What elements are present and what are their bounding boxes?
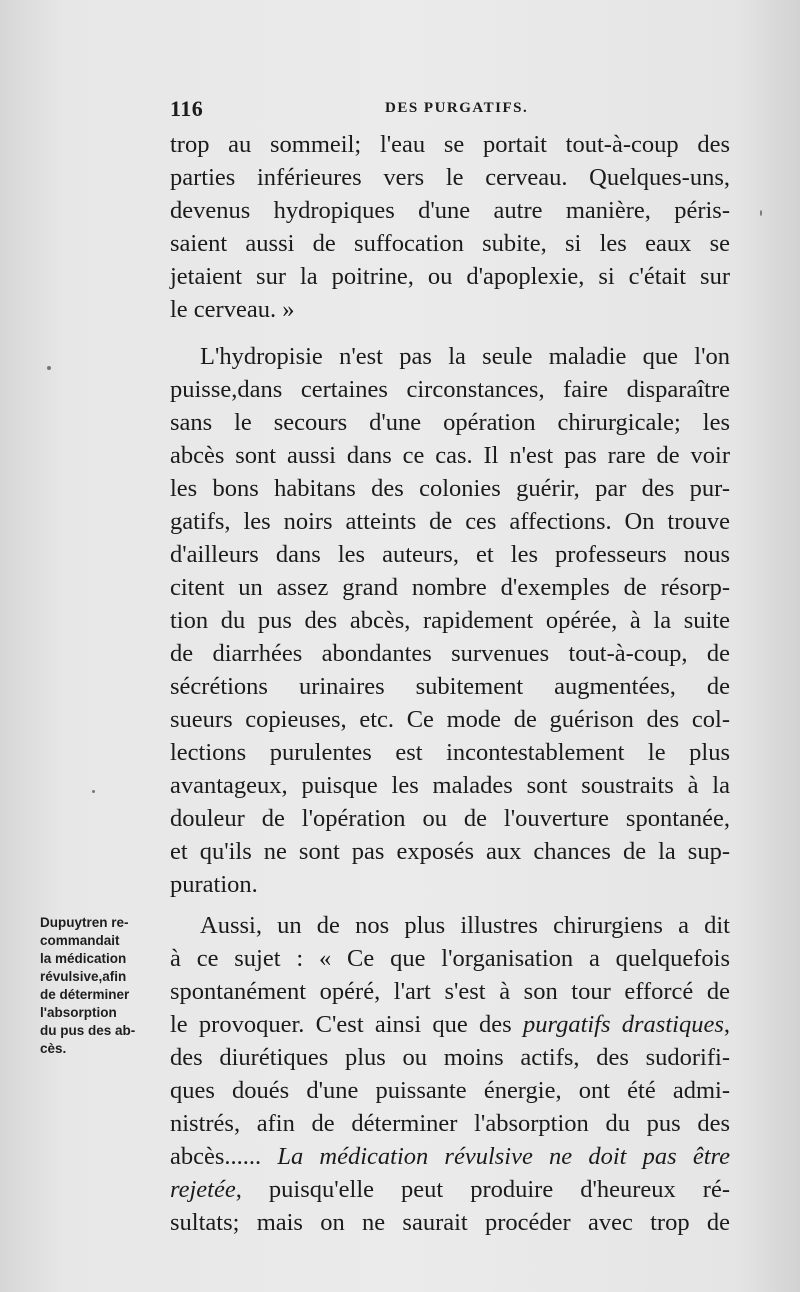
paper-speck [47,366,51,370]
paper-speck [92,790,95,793]
text-line: douleur de l'opération ou de l'ouverture spontanée, [170,805,730,832]
text-line: d'ailleurs dans les auteurs, et les professeurs nous [170,541,730,568]
text-line: à ce sujet : « Ce que l'organisation a quelquefois [170,945,730,972]
margin-note-line: cès. [40,1041,67,1056]
text-line: le provoquer. C'est ainsi que des purgatifs drastiques, [170,1011,730,1038]
text-line: devenus hydropiques d'une autre manière, péris- [170,197,730,224]
text-line: L'hydropisie n'est pas la seule maladie que l'on [200,343,730,370]
margin-note-line: Dupuytren re- [40,915,129,930]
text-line: puration. [170,871,258,898]
text-line: gatifs, les noirs atteints de ces affections. On trouve [170,508,730,535]
text-line: parties inférieures vers le cerveau. Quelques-uns, [170,164,730,191]
paper-speck [760,210,762,216]
text-line: rejetée, puisqu'elle peut produire d'heureux ré- [170,1176,730,1203]
text-line: les bons habitans des colonies guérir, par des pur- [170,475,730,502]
text-line: le cerveau. » [170,296,295,323]
text-line: nistrés, afin de déterminer l'absorption du pus des [170,1110,730,1137]
text-line: sécrétions urinaires subitement augmentées, de [170,673,730,700]
text-line: Aussi, un de nos plus illustres chirurgiens a dit [200,912,730,939]
margin-note [40,914,162,1058]
text-line: avantageux, puisque les malades sont soustraits à la [170,772,730,799]
running-title: DES PURGATIFS. [385,100,529,116]
text-line: sueurs copieuses, etc. Ce mode de guérison des col- [170,706,730,733]
running-head [170,96,730,126]
text-line: sans le secours d'une opération chirurgicale; les [170,409,730,436]
text-line: tion du pus des abcès, rapidement opérée, à la suite [170,607,730,634]
text-line: et qu'ils ne sont pas exposés aux chances de la sup- [170,838,730,865]
text-line: lections purulentes est incontestablement le plus [170,739,730,766]
text-line: abcès...... La médication révulsive ne doit pas être [170,1143,730,1170]
text-line: spontanément opéré, l'art s'est à son tour efforcé de [170,978,730,1005]
page-number: 116 [170,96,204,121]
margin-note-line: l'absorption [40,1005,117,1020]
text-line: sultats; mais on ne saurait procéder avec trop de [170,1209,730,1236]
margin-note-line: de déterminer [40,987,130,1002]
text-line: ques doués d'une puissante énergie, ont été admi- [170,1077,730,1104]
margin-note-line: révulsive,afin [40,969,127,984]
text-line: trop au sommeil; l'eau se portait tout-à-coup des [170,131,730,158]
text-line: saient aussi de suffocation subite, si les eaux se [170,230,730,257]
text-line: puisse,dans certaines circonstances, faire disparaître [170,376,730,403]
text-line: de diarrhées abondantes survenues tout-à-coup, de [170,640,730,667]
margin-note-line: commandait [40,933,120,948]
margin-note-line: du pus des ab- [40,1023,136,1038]
margin-note-line: la médication [40,951,127,966]
text-line: abcès sont aussi dans ce cas. Il n'est pas rare de voir [170,442,730,469]
text-line: des diurétiques plus ou moins actifs, des sudorifi- [170,1044,730,1071]
text-line: jetaient sur la poitrine, ou d'apoplexie, si c'était sur [170,263,730,290]
text-line: citent un assez grand nombre d'exemples de résorp- [170,574,730,601]
